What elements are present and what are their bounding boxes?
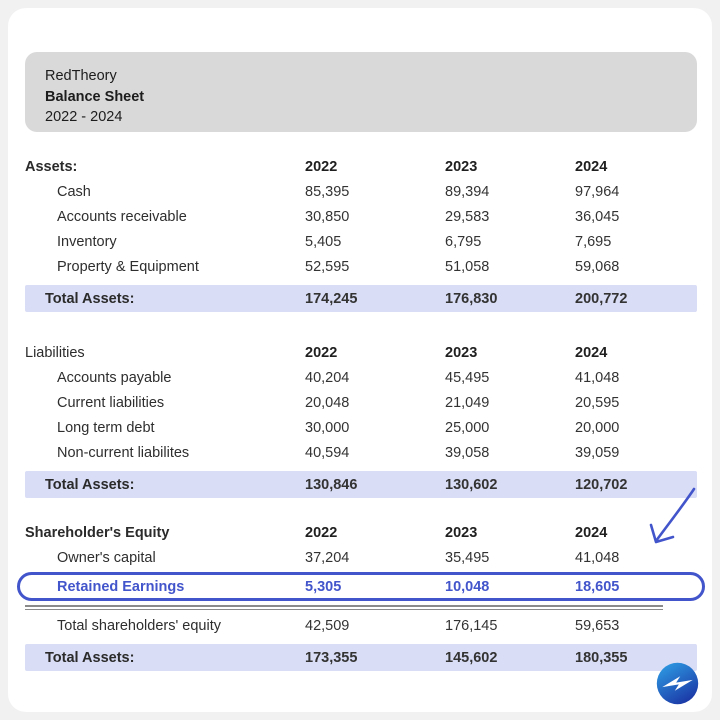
assets-header-row (25, 154, 697, 179)
total-2023: 145,602 (445, 649, 498, 666)
table-row (25, 440, 697, 465)
equity-subtotal-row (25, 613, 697, 638)
value-2023: 10,048 (445, 578, 490, 595)
period-range: 2022 - 2024 (45, 109, 123, 126)
row-label: Non-current liabilites (57, 444, 190, 461)
year-header: 2024 (575, 158, 608, 175)
row-label: Accounts payable (57, 369, 172, 386)
assets-section-heading: Assets: (25, 158, 78, 175)
balance-sheet-card (8, 8, 712, 712)
company-name: RedTheory (45, 68, 117, 84)
flash-logo-icon (655, 661, 700, 706)
year-header: 2024 (575, 524, 608, 541)
table-row (25, 179, 697, 204)
value-2024: 41,048 (575, 549, 620, 566)
liabilities-section-heading: Liabilities (25, 344, 85, 361)
equity-section-heading: Shareholder's Equity (25, 524, 170, 541)
value-2023: 51,058 (445, 258, 490, 275)
value-2023: 176,145 (445, 617, 498, 634)
total-2022: 173,355 (305, 649, 358, 666)
value-2022: 40,204 (305, 369, 350, 386)
liabilities-total-row (25, 471, 697, 498)
value-2024: 20,000 (575, 419, 620, 436)
liabilities-header-row (25, 340, 697, 365)
header-banner (25, 52, 697, 132)
value-2024: 36,045 (575, 208, 620, 225)
value-2024: 39,059 (575, 444, 620, 461)
value-2022: 30,000 (305, 419, 350, 436)
value-2024: 20,595 (575, 394, 620, 411)
value-2022: 30,850 (305, 208, 350, 225)
annotation-arrow-icon (638, 484, 702, 552)
value-2022: 42,509 (305, 617, 350, 634)
value-2022: 37,204 (305, 549, 350, 566)
total-2023: 176,830 (445, 290, 498, 307)
total-2024: 200,772 (575, 290, 628, 307)
total-label: Total Assets: (45, 649, 135, 666)
assets-total-row (25, 285, 697, 312)
total-2024: 120,702 (575, 476, 628, 493)
document-title: Balance Sheet (45, 88, 145, 105)
table-row (25, 415, 697, 440)
row-label: Retained Earnings (57, 578, 185, 595)
table-row (25, 204, 697, 229)
table-row (25, 390, 697, 415)
value-2022: 5,405 (305, 233, 342, 250)
row-label: Accounts receivable (57, 208, 187, 225)
row-label: Property & Equipment (57, 258, 199, 275)
year-header: 2023 (445, 344, 478, 361)
value-2023: 29,583 (445, 208, 490, 225)
row-label: Cash (57, 183, 91, 200)
year-header: 2022 (305, 158, 338, 175)
value-2022: 40,594 (305, 444, 350, 461)
value-2024: 41,048 (575, 369, 620, 386)
year-header: 2023 (445, 158, 478, 175)
row-label: Total shareholders' equity (57, 617, 221, 634)
year-header: 2022 (305, 524, 338, 541)
row-label: Owner's capital (57, 549, 156, 566)
year-header: 2024 (575, 344, 608, 361)
equity-header-row (25, 520, 697, 545)
value-2024: 59,653 (575, 617, 620, 634)
table-row (25, 545, 697, 570)
total-label: Total Assets: (45, 290, 135, 307)
retained-earnings-highlight-oval (17, 572, 705, 601)
value-2024: 97,964 (575, 183, 620, 200)
value-2023: 39,058 (445, 444, 490, 461)
value-2022: 52,595 (305, 258, 350, 275)
total-2023: 130,602 (445, 476, 498, 493)
year-header: 2023 (445, 524, 478, 541)
table-row (25, 229, 697, 254)
row-label: Current liabilities (57, 394, 165, 411)
table-row (25, 365, 697, 390)
value-2024: 59,068 (575, 258, 620, 275)
value-2022: 85,395 (305, 183, 350, 200)
value-2023: 89,394 (445, 183, 490, 200)
value-2023: 6,795 (445, 233, 482, 250)
value-2022: 5,305 (305, 578, 342, 595)
total-2022: 174,245 (305, 290, 358, 307)
value-2023: 45,495 (445, 369, 490, 386)
total-label: Total Assets: (45, 476, 135, 493)
value-2023: 25,000 (445, 419, 490, 436)
row-label: Inventory (57, 233, 117, 250)
year-header: 2022 (305, 344, 338, 361)
row-label: Long term debt (57, 419, 155, 436)
value-2024: 7,695 (575, 233, 612, 250)
total-2022: 130,846 (305, 476, 358, 493)
equity-total-row (25, 644, 697, 671)
table-row (25, 254, 697, 279)
value-2022: 20,048 (305, 394, 350, 411)
accounting-double-rule (25, 605, 663, 610)
value-2024: 18,605 (575, 578, 620, 595)
total-2024: 180,355 (575, 649, 628, 666)
value-2023: 35,495 (445, 549, 490, 566)
retained-earnings-row (25, 576, 697, 598)
value-2023: 21,049 (445, 394, 490, 411)
